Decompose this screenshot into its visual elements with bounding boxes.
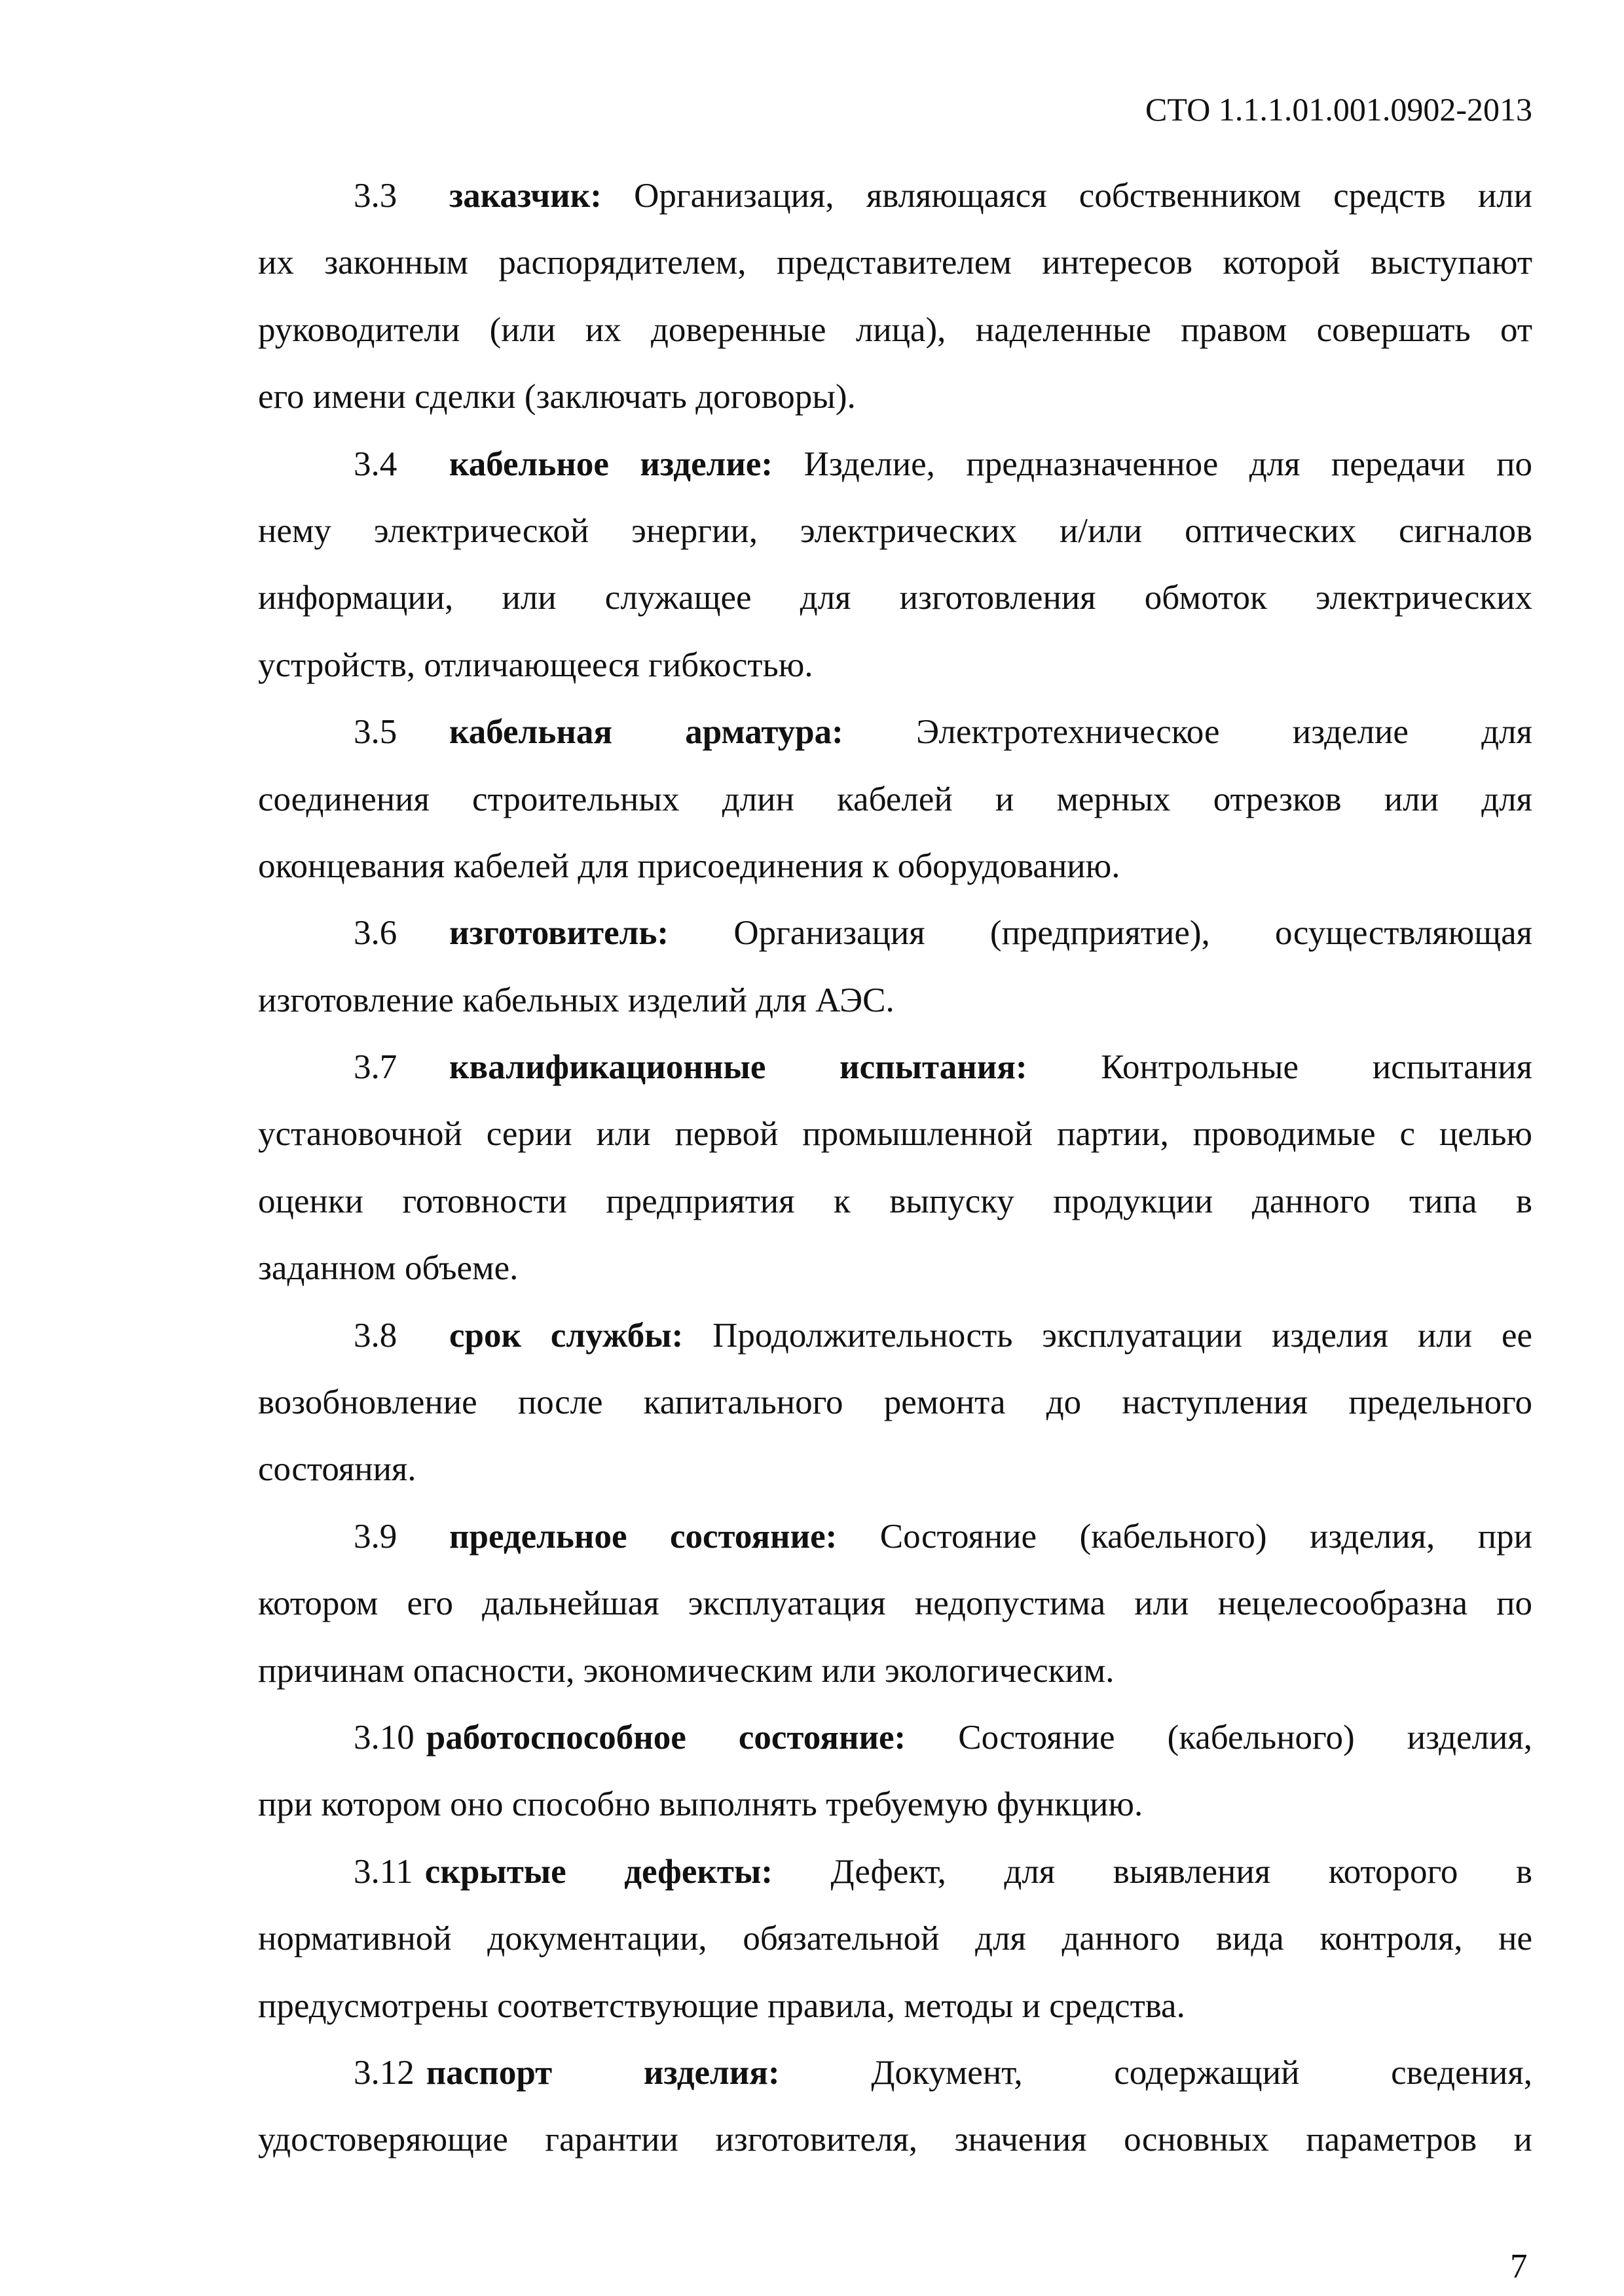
defined-term: изготовитель: — [449, 914, 669, 953]
paragraph-first-line — [258, 2039, 1532, 2106]
definition-text: Контрольные испытания — [1101, 1048, 1533, 1087]
definition-paragraph — [258, 900, 1532, 1034]
defined-term: работоспособное состояние: — [426, 1718, 906, 1757]
clause-number: 3.6 — [354, 914, 397, 953]
definition-line: их законным распорядителем, представителем интересов которой выступают — [258, 244, 1532, 282]
clause-number: 3.10 — [354, 1718, 415, 1757]
definition-line: оконцевания кабелей для присоединения к оборудованию. — [258, 847, 1120, 885]
definition-line: нему электрической энергии, электрических и/или оптических сигналов — [258, 511, 1532, 550]
clause-number: 3.9 — [354, 1517, 397, 1556]
definition-text: Электротехническое изделие для — [916, 713, 1532, 752]
definition-line: предусмотрены соответствующие правила, методы и средства. — [258, 1986, 1185, 2025]
clause-number: 3.4 — [354, 445, 397, 483]
defined-term: предельное состояние: — [449, 1517, 838, 1556]
definition-paragraph — [258, 2039, 1532, 2174]
definition-text: Организация (предприятие), осуществляющая — [733, 914, 1532, 953]
paragraph-first-line — [258, 1034, 1532, 1101]
paragraph-first-line — [258, 900, 1532, 966]
paragraph-first-line — [258, 1302, 1532, 1369]
definition-paragraph — [258, 162, 1532, 431]
defined-term: кабельная арматура: — [449, 713, 843, 752]
definition-text: Изделие, предназначенное для передачи по — [803, 445, 1533, 483]
definition-text: Продолжительность эксплуатации изделия или ее — [712, 1316, 1533, 1355]
definition-line: руководители (или их доверенные лица), наделенные правом совершать от — [258, 310, 1532, 349]
paragraph-first-line — [258, 1503, 1532, 1570]
clause-number: 3.7 — [354, 1048, 397, 1087]
definition-text: Документ, содержащий сведения, — [871, 2053, 1533, 2092]
definition-paragraph — [258, 1302, 1532, 1503]
page-number: 7 — [1510, 2248, 1528, 2286]
definition-text: Состояние (кабельного) изделия, при — [879, 1517, 1533, 1556]
defined-term: кабельное изделие: — [449, 445, 773, 483]
definition-paragraph — [258, 1704, 1532, 1838]
definition-line: нормативной документации, обязательной для данного вида контроля, не — [258, 1920, 1532, 1958]
definition-text: Организация, являющаяся собственником средств или — [634, 177, 1533, 215]
definition-line: его имени сделки (заключать договоры). — [258, 378, 856, 416]
definition-line: заданном объеме. — [258, 1249, 519, 1288]
clause-number: 3.3 — [354, 177, 397, 215]
defined-term: паспорт изделия: — [426, 2053, 780, 2092]
definition-line: изготовление кабельных изделий для АЭС. — [258, 981, 895, 1019]
definition-line: возобновление после капитального ремонта до наступления предельного — [258, 1383, 1532, 1422]
definition-line: котором его дальнейшая эксплуатация недопустима или нецелесообразна по — [258, 1584, 1532, 1623]
paragraph-first-line — [258, 1704, 1532, 1771]
clause-number: 3.8 — [354, 1316, 397, 1355]
definition-line: соединения строительных длин кабелей и мерных отрезков или для — [258, 780, 1532, 818]
definition-paragraph — [258, 1034, 1532, 1302]
defined-term: квалификационные испытания: — [449, 1048, 1027, 1087]
clause-number: 3.12 — [354, 2053, 415, 2092]
definition-line: причинам опасности, экономическим или экологическим. — [258, 1651, 1115, 1690]
paragraph-first-line — [258, 162, 1532, 229]
paragraph-first-line — [258, 431, 1532, 498]
paragraph-first-line — [258, 1838, 1532, 1905]
definition-line: при котором оно способно выполнять требуемую функцию. — [258, 1785, 1143, 1824]
definition-text: Дефект, для выявления которого в — [830, 1852, 1532, 1891]
definition-line: устройств, отличающееся гибкостью. — [258, 646, 813, 684]
defined-term: скрытые дефекты: — [424, 1852, 773, 1891]
paragraph-first-line — [258, 699, 1532, 765]
definition-paragraph — [258, 431, 1532, 699]
definition-paragraph — [258, 1838, 1532, 2039]
definition-line: установочной серии или первой промышленной партии, проводимые с целью — [258, 1115, 1532, 1154]
clause-number: 3.11 — [354, 1852, 413, 1891]
definition-line: информации, или служащее для изготовления обмоток электрических — [258, 579, 1532, 617]
definition-paragraph — [258, 1503, 1532, 1704]
document-code-header: СТО 1.1.1.01.001.0902-2013 — [1145, 91, 1532, 128]
clause-number: 3.5 — [354, 713, 397, 752]
document-body — [258, 162, 1532, 2174]
defined-term: заказчик: — [449, 177, 602, 215]
definition-line: оценки готовности предприятия к выпуску продукции данного типа в — [258, 1182, 1532, 1220]
defined-term: срок службы: — [449, 1316, 684, 1355]
definition-paragraph — [258, 699, 1532, 900]
definition-line: состояния. — [258, 1450, 416, 1489]
definition-line: удостоверяющие гарантии изготовителя, значения основных параметров и — [258, 2121, 1532, 2159]
definition-text: Состояние (кабельного) изделия, — [958, 1718, 1532, 1757]
